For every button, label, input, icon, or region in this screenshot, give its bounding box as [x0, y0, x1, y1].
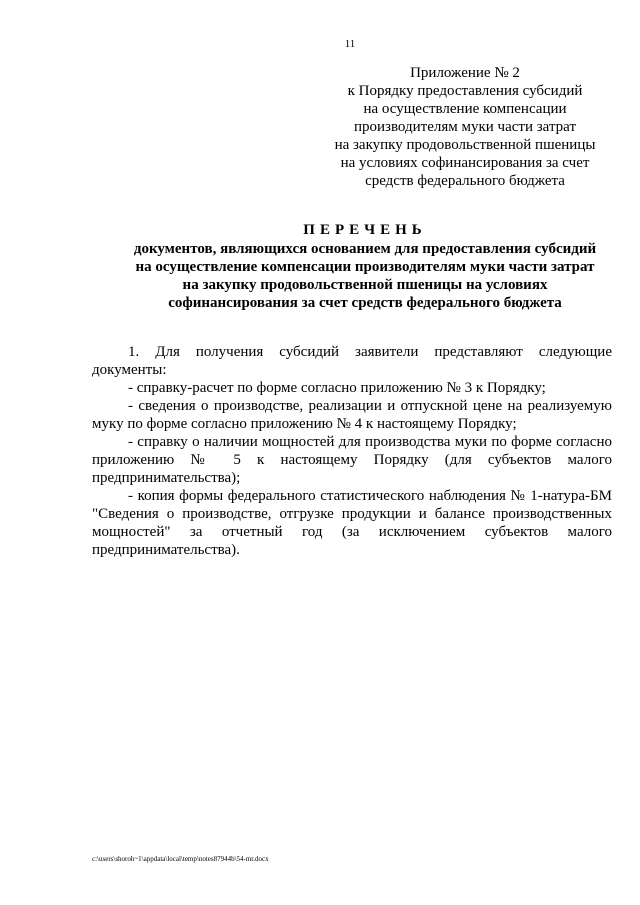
appendix-line: на условиях софинансирования за счет	[340, 155, 590, 171]
appendix-line: средств федерального бюджета	[365, 173, 565, 189]
appendix-line: к Порядку предоставления субсидий	[347, 83, 583, 99]
title-sub-line: софинансирования за счет средств федерального бюджета	[168, 295, 562, 311]
title-sub-line: на осуществление компенсации производителям муки части затрат	[135, 259, 595, 275]
title-sub-line: на закупку продовольственной пшеницы на условиях	[182, 277, 548, 293]
title-sub-line: документов, являющихся основанием для предоставления субсидий	[133, 241, 597, 257]
body-paragraph: 1. Для получения субсидий заявители представляют следующие документы:	[92, 344, 612, 378]
body-paragraph: - справку о наличии мощностей для производства муки по форме согласно приложению № 5 к настоящему Порядку (для субъектов малого предпринимательства);	[92, 434, 612, 486]
body-paragraph: - сведения о производстве, реализации и отпускной цене на реализуемую муку по форме согласно приложению № 4 к настоящему Порядку;	[92, 398, 612, 432]
body-paragraph: - копия формы федерального статистического наблюдения № 1-натура-БМ "Сведения о производстве, отгрузке продукции и балансе производственных мощностей" за отчетный год (за исключением субъектов малого предпринимательства).	[92, 488, 612, 558]
page-number: 11	[344, 38, 356, 50]
document-title	[90, 220, 640, 312]
body-text	[92, 343, 612, 559]
title-subtitle	[90, 240, 640, 312]
body-paragraph: - справку-расчет по форме согласно приложению № 3 к Порядку;	[128, 380, 546, 396]
appendix-line: производителям муки части затрат	[353, 119, 577, 135]
appendix-line: Приложение № 2	[410, 65, 520, 81]
title-main: ПЕРЕЧЕНЬ	[303, 222, 427, 238]
appendix-header	[310, 64, 620, 190]
footer-file-path: c:\users\shoroh~1\appdata\local\temp\notes87944b\54-mr.docx	[92, 855, 269, 863]
appendix-line: на осуществление компенсации	[363, 101, 567, 117]
appendix-line: на закупку продовольственной пшеницы	[334, 137, 596, 153]
